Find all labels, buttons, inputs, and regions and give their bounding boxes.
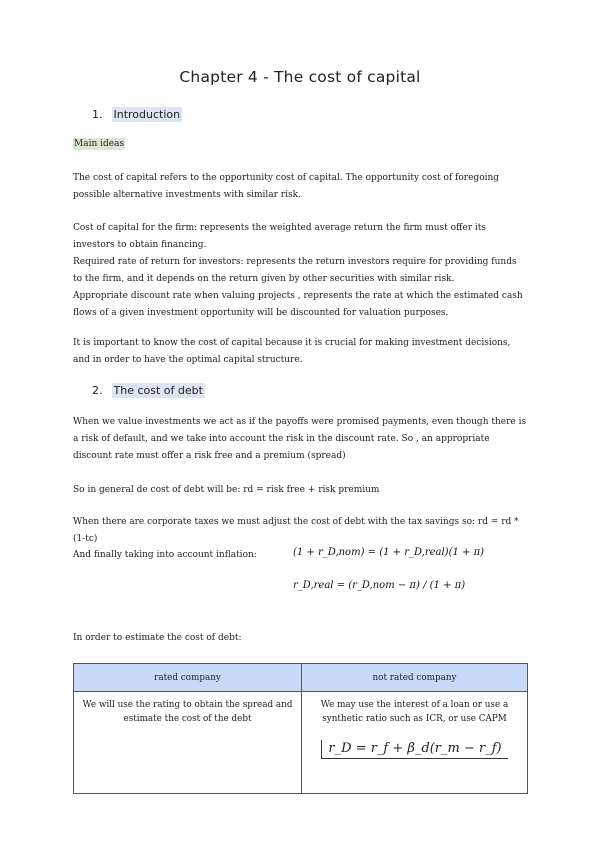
paragraph-cost-of-capital-firm: Cost of capital for the firm: represents the weighted average return the firm must offer its investors to obtain financing. — [73, 223, 487, 250]
section-number: 2. — [92, 384, 103, 397]
not-rated-text: We may use the interest of a loan or use a synthetic ratio such as ICR, or use CAPM — [320, 700, 509, 724]
section-title: The cost of debt — [113, 384, 203, 397]
formula-real-rate: r_D,real = (r_D,nom − π) / (1 + π) — [293, 580, 466, 591]
paragraph-discount-rate: Appropriate discount rate when valuing projects , represents the rate at which the estimated cash flows of a given investment opportunity will be discounted for valuation purposes. — [73, 291, 523, 318]
main-ideas-label — [73, 136, 528, 153]
table-cell-not-rated — [302, 692, 528, 794]
main-ideas-text: Main ideas — [74, 139, 125, 149]
formula-fisher: (1 + r_D,nom) = (1 + r_D,real)(1 + π) — [293, 547, 485, 558]
table-header-row — [74, 664, 528, 692]
table-header-not-rated: not rated company — [302, 664, 528, 692]
section-title: Introduction — [113, 108, 181, 121]
rated-text: We will use the rating to obtain the spread and estimate the cost of the debt — [82, 700, 293, 724]
paragraph-debt-1: When we value investments we act as if the payoffs were promised payments, even though there is a risk of default, and we take into account the risk in the discount rate. So , an appropriate discount rate must offer a risk free and a premium (spread) — [73, 417, 527, 461]
section-heading-cost-of-debt — [92, 384, 205, 397]
paragraph-intro-2 — [73, 220, 528, 322]
paragraph-intro-3: It is important to know the cost of capital because it is crucial for making investment decisions, and in order to have the optimal capital structure. — [73, 338, 511, 365]
table-cell-rated — [74, 692, 302, 794]
cost-of-debt-table — [73, 663, 528, 794]
paragraph-required-return: Required rate of return for investors: represents the return investors require for providing funds to the firm, and it depends on the return given by other securities with similar risk. — [73, 257, 517, 284]
paragraph-debt-5: In order to estimate the cost of debt: — [73, 633, 242, 643]
paragraph-debt-4: And finally taking into account inflation: — [73, 550, 257, 560]
table-header-rated: rated company — [74, 664, 302, 692]
section-number: 1. — [92, 108, 103, 121]
table-row — [74, 692, 528, 794]
paragraph-intro-1: The cost of capital refers to the opportunity cost of capital. The opportunity cost of foregoing possible alternative investments with similar risk. — [73, 173, 500, 200]
paragraph-debt-2: So in general de cost of debt will be: rd = risk free + risk premium — [73, 485, 380, 495]
capm-formula: r_D = r_f + β_d(r_m − r_f) — [321, 740, 507, 759]
section-heading-introduction — [92, 108, 182, 121]
paragraph-debt-3: When there are corporate taxes we must adjust the cost of debt with the tax savings so: rd = rd *(1-tc) — [73, 517, 519, 544]
page-title: Chapter 4 - The cost of capital — [179, 68, 421, 86]
